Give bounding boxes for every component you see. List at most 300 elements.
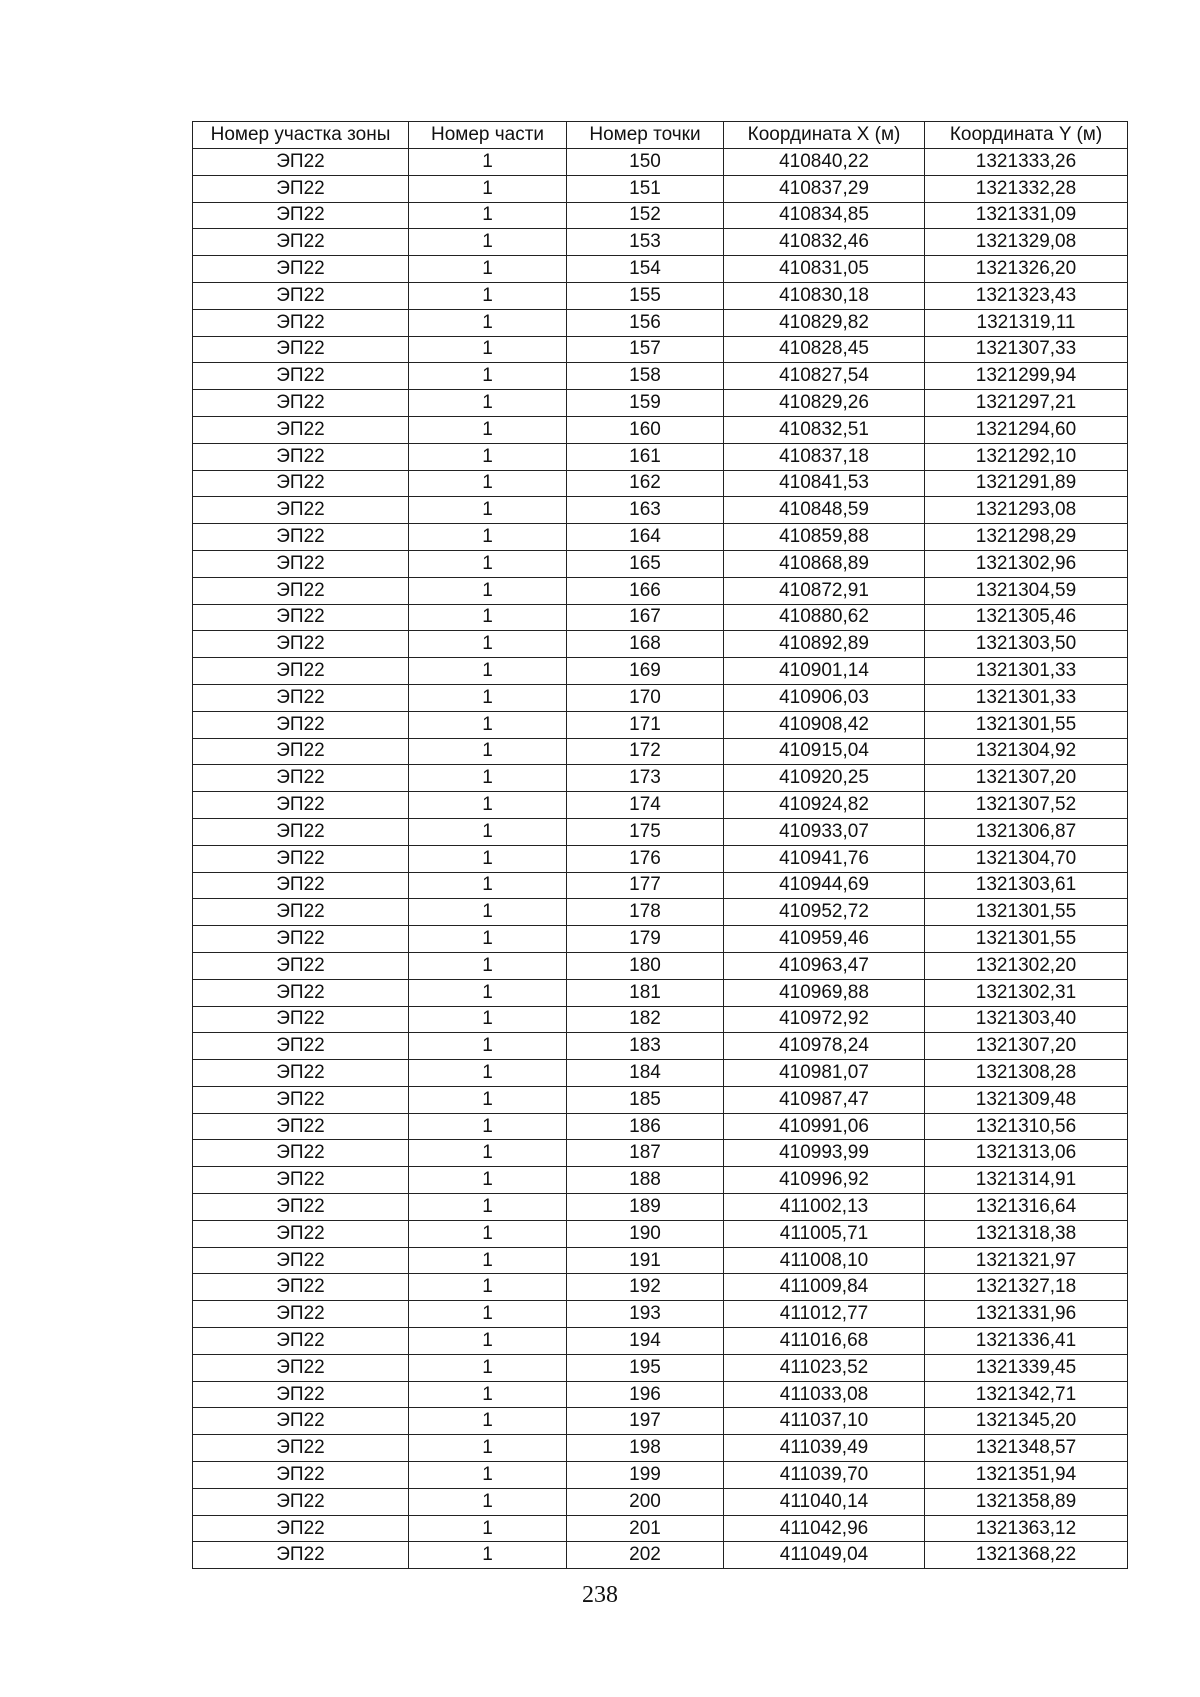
point-number-cell: 166: [567, 577, 724, 604]
coordinate-x-cell: 410828,45: [724, 336, 925, 363]
coordinate-x-cell: 410837,29: [724, 175, 925, 202]
coordinate-y-cell: 1321339,45: [925, 1354, 1128, 1381]
table-row: [193, 416, 1128, 443]
coordinate-x-cell: 411049,04: [724, 1542, 925, 1569]
point-number-cell: 163: [567, 497, 724, 524]
part-number-cell: 1: [409, 818, 567, 845]
part-number-cell: 1: [409, 390, 567, 417]
table-row: [193, 1328, 1128, 1355]
coordinate-x-cell: 411009,84: [724, 1274, 925, 1301]
zone-plot-cell: ЭП22: [193, 1328, 409, 1355]
table-row: [193, 149, 1128, 176]
part-number-cell: 1: [409, 926, 567, 953]
coordinate-y-cell: 1321329,08: [925, 229, 1128, 256]
part-number-cell: 1: [409, 256, 567, 283]
coordinate-x-cell: 410880,62: [724, 604, 925, 631]
coordinate-x-cell: 410827,54: [724, 363, 925, 390]
part-number-cell: 1: [409, 1462, 567, 1489]
coordinate-x-cell: 410987,47: [724, 1086, 925, 1113]
table-row: [193, 577, 1128, 604]
coordinate-x-cell: 411002,13: [724, 1194, 925, 1221]
table-row: [193, 711, 1128, 738]
point-number-cell: 201: [567, 1515, 724, 1542]
table-row: [193, 443, 1128, 470]
point-number-cell: 155: [567, 282, 724, 309]
table-row: [193, 1140, 1128, 1167]
part-number-cell: 1: [409, 792, 567, 819]
part-number-cell: 1: [409, 282, 567, 309]
coordinate-y-cell: 1321302,20: [925, 952, 1128, 979]
table-row: [193, 684, 1128, 711]
part-number-cell: 1: [409, 1006, 567, 1033]
table-row: [193, 309, 1128, 336]
coordinate-x-cell: 410915,04: [724, 738, 925, 765]
zone-plot-cell: ЭП22: [193, 872, 409, 899]
coordinate-y-cell: 1321294,60: [925, 416, 1128, 443]
table-row: [193, 282, 1128, 309]
coordinate-x-cell: 410829,82: [724, 309, 925, 336]
coordinate-y-cell: 1321302,96: [925, 550, 1128, 577]
coordinate-y-cell: 1321301,55: [925, 926, 1128, 953]
page-number: 238: [582, 1582, 618, 1608]
part-number-cell: 1: [409, 765, 567, 792]
point-number-cell: 197: [567, 1408, 724, 1435]
coordinate-x-cell: 410924,82: [724, 792, 925, 819]
part-number-cell: 1: [409, 309, 567, 336]
coordinate-y-cell: 1321342,71: [925, 1381, 1128, 1408]
coordinate-y-cell: 1321307,52: [925, 792, 1128, 819]
coordinate-x-cell: 410952,72: [724, 899, 925, 926]
coordinate-x-cell: 410901,14: [724, 658, 925, 685]
part-number-cell: 1: [409, 443, 567, 470]
zone-plot-cell: ЭП22: [193, 1408, 409, 1435]
part-number-cell: 1: [409, 1354, 567, 1381]
zone-plot-cell: ЭП22: [193, 765, 409, 792]
coordinate-x-cell: 410969,88: [724, 979, 925, 1006]
part-number-cell: 1: [409, 845, 567, 872]
coordinate-x-cell: 411040,14: [724, 1488, 925, 1515]
table-row: [193, 1274, 1128, 1301]
coordinate-y-cell: 1321358,89: [925, 1488, 1128, 1515]
coordinate-x-cell: 410830,18: [724, 282, 925, 309]
point-number-cell: 160: [567, 416, 724, 443]
coordinate-y-cell: 1321331,09: [925, 202, 1128, 229]
zone-plot-cell: ЭП22: [193, 229, 409, 256]
table-row: [193, 256, 1128, 283]
point-number-cell: 179: [567, 926, 724, 953]
point-number-cell: 171: [567, 711, 724, 738]
coordinate-x-cell: 410848,59: [724, 497, 925, 524]
part-number-cell: 1: [409, 1515, 567, 1542]
point-number-cell: 189: [567, 1194, 724, 1221]
zone-plot-cell: ЭП22: [193, 1354, 409, 1381]
table-row: [193, 792, 1128, 819]
part-number-cell: 1: [409, 1140, 567, 1167]
coordinate-y-cell: 1321292,10: [925, 443, 1128, 470]
coordinate-x-cell: 410941,76: [724, 845, 925, 872]
header-coordinate-x: Координата X (м): [724, 122, 925, 149]
coordinate-y-cell: 1321304,59: [925, 577, 1128, 604]
table-row: [193, 738, 1128, 765]
zone-plot-cell: ЭП22: [193, 1167, 409, 1194]
table-row: [193, 1301, 1128, 1328]
point-number-cell: 174: [567, 792, 724, 819]
part-number-cell: 1: [409, 470, 567, 497]
part-number-cell: 1: [409, 229, 567, 256]
table-row: [193, 1247, 1128, 1274]
coordinate-y-cell: 1321301,33: [925, 658, 1128, 685]
table-row: [193, 336, 1128, 363]
table-row: [193, 818, 1128, 845]
part-number-cell: 1: [409, 524, 567, 551]
coordinate-y-cell: 1321301,33: [925, 684, 1128, 711]
table-row: [193, 1113, 1128, 1140]
part-number-cell: 1: [409, 149, 567, 176]
point-number-cell: 190: [567, 1220, 724, 1247]
coordinate-y-cell: 1321299,94: [925, 363, 1128, 390]
part-number-cell: 1: [409, 604, 567, 631]
point-number-cell: 177: [567, 872, 724, 899]
table-row: [193, 1435, 1128, 1462]
coordinate-y-cell: 1321331,96: [925, 1301, 1128, 1328]
coordinate-x-cell: 410832,46: [724, 229, 925, 256]
zone-plot-cell: ЭП22: [193, 256, 409, 283]
table-row: [193, 1060, 1128, 1087]
part-number-cell: 1: [409, 1301, 567, 1328]
point-number-cell: 195: [567, 1354, 724, 1381]
zone-plot-cell: ЭП22: [193, 1113, 409, 1140]
point-number-cell: 170: [567, 684, 724, 711]
coordinate-y-cell: 1321301,55: [925, 899, 1128, 926]
part-number-cell: 1: [409, 1274, 567, 1301]
coordinate-y-cell: 1321368,22: [925, 1542, 1128, 1569]
zone-plot-cell: ЭП22: [193, 390, 409, 417]
coordinate-y-cell: 1321307,33: [925, 336, 1128, 363]
part-number-cell: 1: [409, 175, 567, 202]
coordinate-y-cell: 1321327,18: [925, 1274, 1128, 1301]
coordinate-y-cell: 1321336,41: [925, 1328, 1128, 1355]
table-row: [193, 1515, 1128, 1542]
zone-plot-cell: ЭП22: [193, 1194, 409, 1221]
point-number-cell: 192: [567, 1274, 724, 1301]
coordinate-y-cell: 1321293,08: [925, 497, 1128, 524]
coordinate-x-cell: 410892,89: [724, 631, 925, 658]
coordinate-y-cell: 1321303,40: [925, 1006, 1128, 1033]
coordinate-y-cell: 1321307,20: [925, 1033, 1128, 1060]
part-number-cell: 1: [409, 550, 567, 577]
coordinate-y-cell: 1321308,28: [925, 1060, 1128, 1087]
point-number-cell: 181: [567, 979, 724, 1006]
part-number-cell: 1: [409, 1220, 567, 1247]
zone-plot-cell: ЭП22: [193, 1462, 409, 1489]
zone-plot-cell: ЭП22: [193, 1542, 409, 1569]
part-number-cell: 1: [409, 1328, 567, 1355]
coordinate-x-cell: 411012,77: [724, 1301, 925, 1328]
zone-plot-cell: ЭП22: [193, 175, 409, 202]
zone-plot-cell: ЭП22: [193, 550, 409, 577]
table-row: [193, 1354, 1128, 1381]
table-row: [193, 926, 1128, 953]
coordinate-y-cell: 1321291,89: [925, 470, 1128, 497]
zone-plot-cell: ЭП22: [193, 631, 409, 658]
coordinate-y-cell: 1321345,20: [925, 1408, 1128, 1435]
table-header: [193, 122, 1128, 149]
table-row: [193, 1194, 1128, 1221]
part-number-cell: 1: [409, 202, 567, 229]
part-number-cell: 1: [409, 1086, 567, 1113]
part-number-cell: 1: [409, 899, 567, 926]
point-number-cell: 193: [567, 1301, 724, 1328]
zone-plot-cell: ЭП22: [193, 792, 409, 819]
coordinate-x-cell: 411037,10: [724, 1408, 925, 1435]
zone-plot-cell: ЭП22: [193, 470, 409, 497]
table-row: [193, 845, 1128, 872]
table-row: [193, 952, 1128, 979]
coordinate-y-cell: 1321303,61: [925, 872, 1128, 899]
zone-plot-cell: ЭП22: [193, 282, 409, 309]
point-number-cell: 168: [567, 631, 724, 658]
zone-plot-cell: ЭП22: [193, 1140, 409, 1167]
table-row: [193, 872, 1128, 899]
zone-plot-cell: ЭП22: [193, 658, 409, 685]
coordinate-x-cell: 410908,42: [724, 711, 925, 738]
coordinates-table: [192, 121, 1128, 1569]
coordinate-x-cell: 411033,08: [724, 1381, 925, 1408]
table-row: [193, 1167, 1128, 1194]
table-row: [193, 658, 1128, 685]
point-number-cell: 169: [567, 658, 724, 685]
part-number-cell: 1: [409, 1435, 567, 1462]
point-number-cell: 162: [567, 470, 724, 497]
point-number-cell: 199: [567, 1462, 724, 1489]
point-number-cell: 159: [567, 390, 724, 417]
zone-plot-cell: ЭП22: [193, 979, 409, 1006]
point-number-cell: 153: [567, 229, 724, 256]
point-number-cell: 187: [567, 1140, 724, 1167]
zone-plot-cell: ЭП22: [193, 497, 409, 524]
coordinate-y-cell: 1321304,92: [925, 738, 1128, 765]
coordinate-y-cell: 1321297,21: [925, 390, 1128, 417]
coordinate-x-cell: 411008,10: [724, 1247, 925, 1274]
coordinate-x-cell: 410959,46: [724, 926, 925, 953]
table-row: [193, 765, 1128, 792]
zone-plot-cell: ЭП22: [193, 309, 409, 336]
coordinate-x-cell: 410837,18: [724, 443, 925, 470]
table-row: [193, 470, 1128, 497]
point-number-cell: 164: [567, 524, 724, 551]
point-number-cell: 198: [567, 1435, 724, 1462]
part-number-cell: 1: [409, 1033, 567, 1060]
coordinate-y-cell: 1321301,55: [925, 711, 1128, 738]
point-number-cell: 188: [567, 1167, 724, 1194]
table-row: [193, 1462, 1128, 1489]
table-row: [193, 1086, 1128, 1113]
zone-plot-cell: ЭП22: [193, 202, 409, 229]
point-number-cell: 186: [567, 1113, 724, 1140]
zone-plot-cell: ЭП22: [193, 1381, 409, 1408]
table-row: [193, 1220, 1128, 1247]
table-row: [193, 979, 1128, 1006]
coordinate-y-cell: 1321309,48: [925, 1086, 1128, 1113]
zone-plot-cell: ЭП22: [193, 926, 409, 953]
header-zone-plot-number: Номер участка зоны: [193, 122, 409, 149]
header-coordinate-y: Координата Y (м): [925, 122, 1128, 149]
coordinate-x-cell: 410834,85: [724, 202, 925, 229]
coordinate-y-cell: 1321305,46: [925, 604, 1128, 631]
coordinate-y-cell: 1321332,28: [925, 175, 1128, 202]
part-number-cell: 1: [409, 872, 567, 899]
coordinate-y-cell: 1321302,31: [925, 979, 1128, 1006]
coordinate-y-cell: 1321307,20: [925, 765, 1128, 792]
coordinate-y-cell: 1321310,56: [925, 1113, 1128, 1140]
table-row: [193, 631, 1128, 658]
coordinate-x-cell: 410991,06: [724, 1113, 925, 1140]
point-number-cell: 152: [567, 202, 724, 229]
table-row: [193, 363, 1128, 390]
table-row: [193, 1033, 1128, 1060]
part-number-cell: 1: [409, 1488, 567, 1515]
table-row: [193, 229, 1128, 256]
point-number-cell: 175: [567, 818, 724, 845]
point-number-cell: 150: [567, 149, 724, 176]
point-number-cell: 165: [567, 550, 724, 577]
part-number-cell: 1: [409, 979, 567, 1006]
point-number-cell: 200: [567, 1488, 724, 1515]
part-number-cell: 1: [409, 738, 567, 765]
zone-plot-cell: ЭП22: [193, 952, 409, 979]
coordinate-y-cell: 1321314,91: [925, 1167, 1128, 1194]
table-row: [193, 524, 1128, 551]
table-row: [193, 1381, 1128, 1408]
coordinate-x-cell: 411005,71: [724, 1220, 925, 1247]
coordinate-y-cell: 1321318,38: [925, 1220, 1128, 1247]
coordinate-x-cell: 410906,03: [724, 684, 925, 711]
point-number-cell: 154: [567, 256, 724, 283]
part-number-cell: 1: [409, 658, 567, 685]
zone-plot-cell: ЭП22: [193, 604, 409, 631]
table-body: [193, 149, 1128, 1569]
coordinate-y-cell: 1321323,43: [925, 282, 1128, 309]
coordinate-y-cell: 1321348,57: [925, 1435, 1128, 1462]
zone-plot-cell: ЭП22: [193, 1006, 409, 1033]
point-number-cell: 182: [567, 1006, 724, 1033]
table-row: [193, 1408, 1128, 1435]
point-number-cell: 176: [567, 845, 724, 872]
point-number-cell: 161: [567, 443, 724, 470]
coordinate-y-cell: 1321363,12: [925, 1515, 1128, 1542]
zone-plot-cell: ЭП22: [193, 711, 409, 738]
point-number-cell: 180: [567, 952, 724, 979]
header-part-number: Номер части: [409, 122, 567, 149]
part-number-cell: 1: [409, 952, 567, 979]
zone-plot-cell: ЭП22: [193, 684, 409, 711]
point-number-cell: 151: [567, 175, 724, 202]
zone-plot-cell: ЭП22: [193, 738, 409, 765]
part-number-cell: 1: [409, 1113, 567, 1140]
coordinate-x-cell: 410996,92: [724, 1167, 925, 1194]
zone-plot-cell: ЭП22: [193, 524, 409, 551]
coordinate-x-cell: 410832,51: [724, 416, 925, 443]
part-number-cell: 1: [409, 1408, 567, 1435]
part-number-cell: 1: [409, 497, 567, 524]
zone-plot-cell: ЭП22: [193, 1060, 409, 1087]
coordinate-x-cell: 410963,47: [724, 952, 925, 979]
coordinate-x-cell: 411016,68: [724, 1328, 925, 1355]
coordinate-x-cell: 411042,96: [724, 1515, 925, 1542]
part-number-cell: 1: [409, 336, 567, 363]
zone-plot-cell: ЭП22: [193, 1086, 409, 1113]
coordinate-x-cell: 410944,69: [724, 872, 925, 899]
zone-plot-cell: ЭП22: [193, 1274, 409, 1301]
table-row: [193, 1488, 1128, 1515]
zone-plot-cell: ЭП22: [193, 577, 409, 604]
coordinate-x-cell: 410840,22: [724, 149, 925, 176]
table-row: [193, 1006, 1128, 1033]
table-row: [193, 175, 1128, 202]
zone-plot-cell: ЭП22: [193, 1515, 409, 1542]
zone-plot-cell: ЭП22: [193, 1488, 409, 1515]
coordinate-x-cell: 410868,89: [724, 550, 925, 577]
part-number-cell: 1: [409, 577, 567, 604]
point-number-cell: 185: [567, 1086, 724, 1113]
coordinate-y-cell: 1321326,20: [925, 256, 1128, 283]
coordinate-x-cell: 410859,88: [724, 524, 925, 551]
coordinate-y-cell: 1321306,87: [925, 818, 1128, 845]
part-number-cell: 1: [409, 1381, 567, 1408]
point-number-cell: 191: [567, 1247, 724, 1274]
coordinate-x-cell: 410972,92: [724, 1006, 925, 1033]
point-number-cell: 202: [567, 1542, 724, 1569]
table-row: [193, 604, 1128, 631]
zone-plot-cell: ЭП22: [193, 1247, 409, 1274]
point-number-cell: 173: [567, 765, 724, 792]
zone-plot-cell: ЭП22: [193, 416, 409, 443]
point-number-cell: 196: [567, 1381, 724, 1408]
coordinate-x-cell: 410981,07: [724, 1060, 925, 1087]
point-number-cell: 172: [567, 738, 724, 765]
header-row: [193, 122, 1128, 149]
part-number-cell: 1: [409, 1542, 567, 1569]
coordinate-y-cell: 1321304,70: [925, 845, 1128, 872]
coordinate-x-cell: 410872,91: [724, 577, 925, 604]
part-number-cell: 1: [409, 1167, 567, 1194]
zone-plot-cell: ЭП22: [193, 1435, 409, 1462]
point-number-cell: 156: [567, 309, 724, 336]
zone-plot-cell: ЭП22: [193, 363, 409, 390]
part-number-cell: 1: [409, 363, 567, 390]
coordinate-y-cell: 1321313,06: [925, 1140, 1128, 1167]
part-number-cell: 1: [409, 711, 567, 738]
table-row: [193, 390, 1128, 417]
part-number-cell: 1: [409, 631, 567, 658]
table-row: [193, 899, 1128, 926]
zone-plot-cell: ЭП22: [193, 149, 409, 176]
part-number-cell: 1: [409, 1194, 567, 1221]
part-number-cell: 1: [409, 1247, 567, 1274]
zone-plot-cell: ЭП22: [193, 845, 409, 872]
part-number-cell: 1: [409, 684, 567, 711]
zone-plot-cell: ЭП22: [193, 336, 409, 363]
point-number-cell: 194: [567, 1328, 724, 1355]
table-row: [193, 1542, 1128, 1569]
table-row: [193, 550, 1128, 577]
coordinate-y-cell: 1321321,97: [925, 1247, 1128, 1274]
header-point-number: Номер точки: [567, 122, 724, 149]
coordinate-y-cell: 1321303,50: [925, 631, 1128, 658]
zone-plot-cell: ЭП22: [193, 1301, 409, 1328]
coordinate-x-cell: 410978,24: [724, 1033, 925, 1060]
point-number-cell: 157: [567, 336, 724, 363]
